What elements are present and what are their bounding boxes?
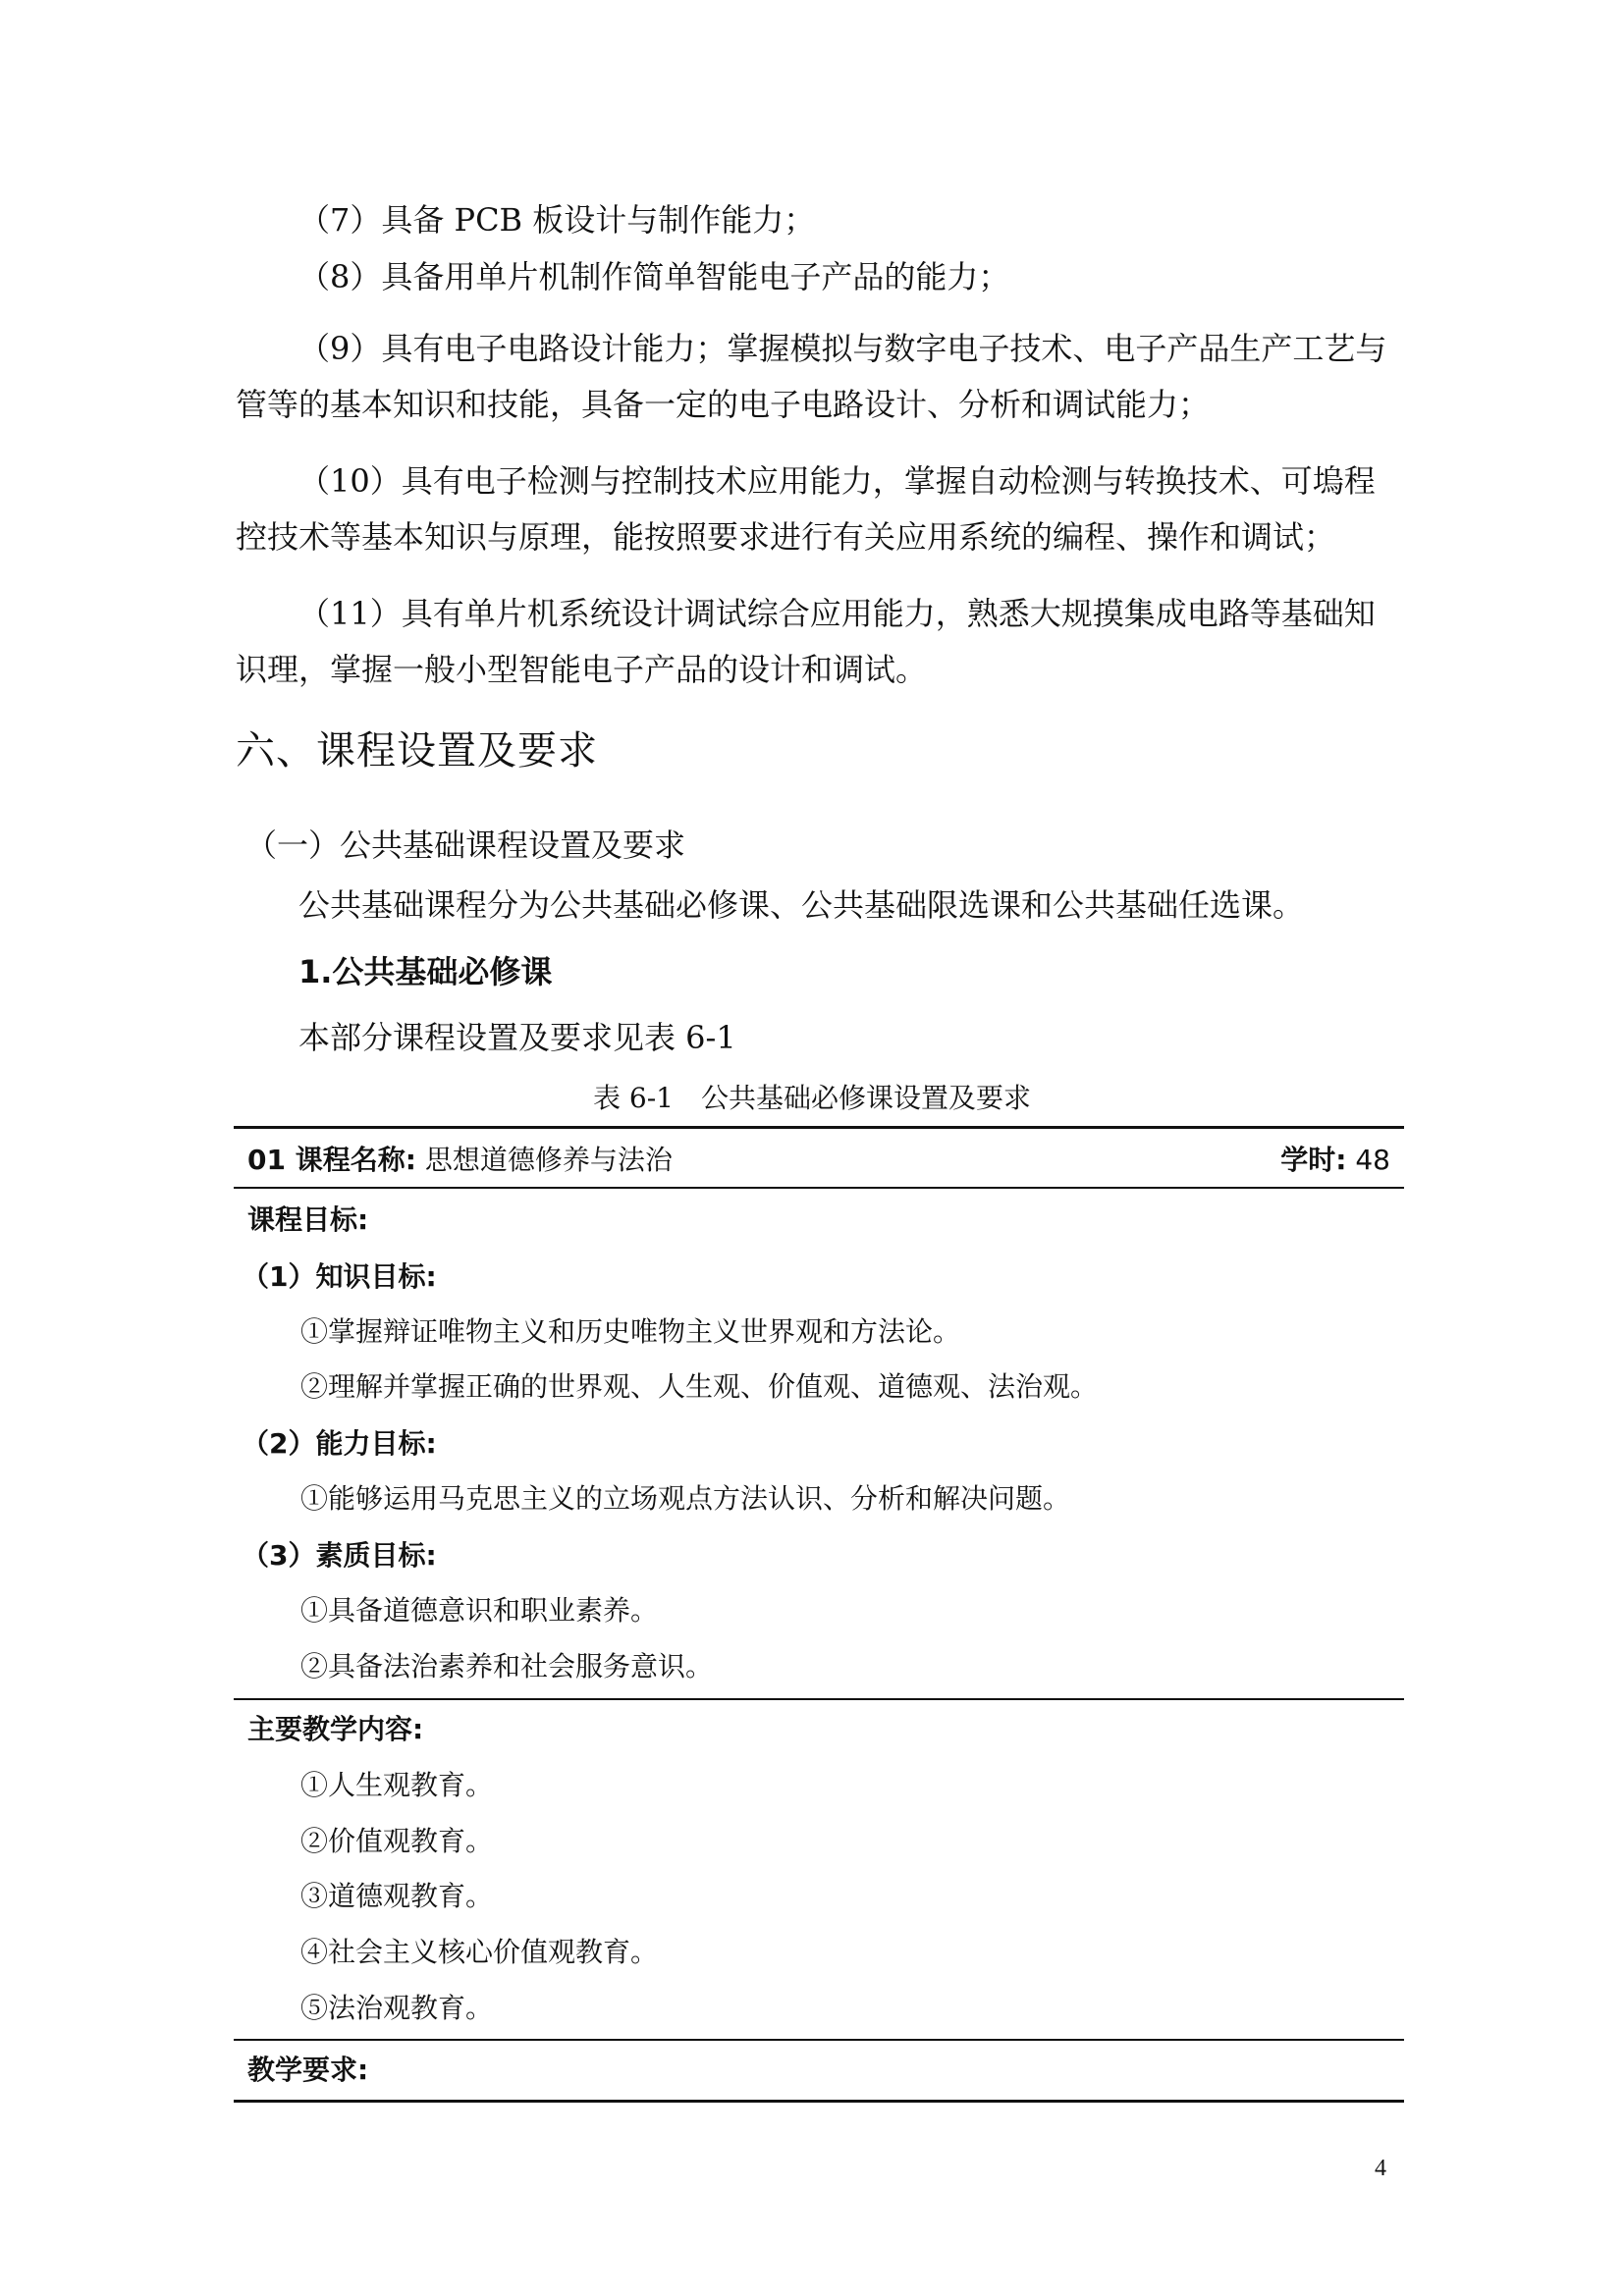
sub-item-heading: 1.公共基础必修课 [298,953,553,990]
quality-label: （3）素质目标: [242,1539,437,1572]
table-bottom-rule [234,2100,1404,2103]
table-rule-1 [234,1187,1404,1189]
intro-text: 公共基础课程分为公共基础必修课、公共基础限选课和公共基础任选课。 [298,886,1305,924]
objectives-label: 课程目标: [247,1203,369,1236]
table-reference: 本部分课程设置及要求见表 6-1 [298,1019,736,1056]
paragraph-7: （7）具备 PCB 板设计与制作能力； [298,201,816,239]
course-table [234,1126,1404,2108]
paragraph-9: （9）具有电子电路设计能力；掌握模拟与数字电子技术、电子产品生产工艺与管等的基本知识和技能，具备一定的电子电路设计、分析和调试能力； [236,330,1387,423]
requirements-label: 教学要求: [247,2054,369,2086]
ability-label: （2）能力目标: [242,1427,437,1460]
table-top-rule [234,1126,1404,1129]
content-label: 主要教学内容: [247,1713,424,1745]
ability-item: ①能够运用马克思主义的立场观点方法认识、分析和解决问题。 [300,1482,1071,1515]
content-item: ②价值观教育。 [300,1825,494,1857]
course-name-cell [247,1139,673,1178]
knowledge-item: ②理解并掌握正确的世界观、人生观、价值观、道德观、法治观。 [300,1370,1099,1403]
course-hours-label: 学时: [1280,1144,1347,1176]
knowledge-label: （1）知识目标: [242,1260,437,1293]
subsection-heading: （一）公共基础课程设置及要求 [245,827,686,864]
content-item: ⑤法治观教育。 [300,1992,494,2024]
table-rule-3 [234,2039,1404,2041]
page-number: 4 [1375,2156,1386,2181]
quality-item: ②具备法治素养和社会服务意识。 [300,1650,714,1682]
content-item: ③道德观教育。 [300,1880,494,1912]
table-rule-2 [234,1698,1404,1700]
quality-item: ①具备道德意识和职业素养。 [300,1594,659,1627]
paragraph-11: （11）具有单片机系统设计调试综合应用能力，熟悉大规摸集成电路等基础知识理，掌握一般小型智能电子产品的设计和调试。 [236,595,1376,688]
paragraph-8: （8）具备用单片机制作简单智能电子产品的能力； [298,258,1010,295]
content-item: ①人生观教育。 [300,1769,494,1801]
paragraph-10: （10）具有电子检测与控制技术应用能力，掌握自动检测与转换技术、可塢程控技术等基本知识与原理，能按照要求进行有关应用系统的编程、操作和调试； [236,462,1376,556]
course-name-value: 思想道德修养与法治 [424,1144,673,1176]
content-item: ④社会主义核心价值观教育。 [300,1936,659,1968]
course-name-label: 01 课程名称: [247,1144,416,1176]
knowledge-item: ①掌握辩证唯物主义和历史唯物主义世界观和方法论。 [300,1315,961,1348]
section-heading: 六、课程设置及要求 [236,728,598,774]
course-hours-value: 48 [1355,1144,1390,1176]
table-caption: 表 6-1 公共基础必修课设置及要求 [593,1082,1031,1114]
course-hours-cell [1280,1139,1390,1178]
